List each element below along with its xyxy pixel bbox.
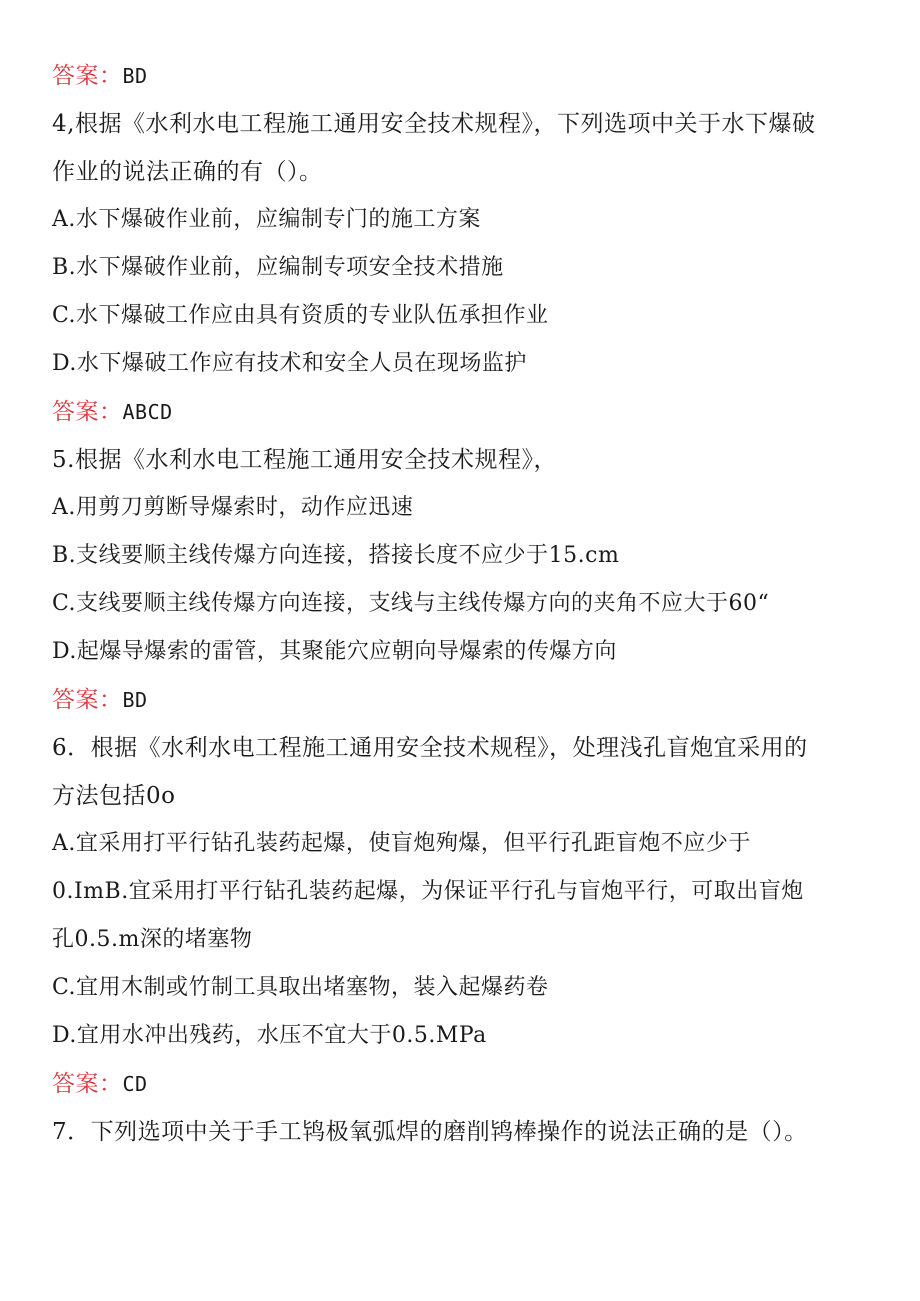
option-line: A.宜采用打平行钻孔装药起爆，使盲炮殉爆，但平行孔距盲炮不应少于 — [52, 831, 751, 856]
option-line: A.水下爆破作业前，应编制专门的施工方案 — [52, 207, 481, 232]
answer-value: ABCD — [122, 400, 173, 424]
option-line: D.水下爆破工作应有技术和安全人员在现场监护 — [52, 351, 527, 376]
option-line: 孔0.5.m深的堵塞物 — [52, 927, 253, 952]
question-line: 6．根据《水利水电工程施工通用安全技术规程》，处理浅孔盲炮宜采用的 — [52, 735, 808, 761]
answer-line — [52, 397, 890, 427]
question-line: 5.根据《水利水电工程施工通用安全技术规程》， — [52, 447, 557, 473]
option-line: C.宜用木制或竹制工具取出堵塞物，装入起爆药卷 — [52, 975, 549, 1000]
answer-label: 答案： — [52, 63, 123, 89]
answer-value: CD — [122, 1072, 148, 1096]
question-line: 7．下列选项中关于手工鸨极氧弧焊的磨削鸨棒操作的说法正确的是（）。 — [52, 1119, 808, 1145]
option-line: C.支线要顺主线传爆方向连接，支线与主线传爆方向的夹角不应大于60“ — [52, 591, 770, 616]
option-line: B.水下爆破作业前，应编制专项安全技术措施 — [52, 255, 504, 280]
option-line: A.用剪刀剪断导爆索时，动作应迅速 — [52, 495, 414, 520]
answer-value: BD — [122, 64, 148, 88]
answer-line — [52, 1069, 890, 1099]
answer-value: BD — [122, 688, 148, 712]
option-line: 0.ImB.宜采用打平行钻孔装药起爆，为保证平行孔与盲炮平行，可取出盲炮 — [52, 879, 804, 904]
answer-line — [52, 685, 890, 715]
option-line: D.起爆导爆索的雷管，其聚能穴应朝向导爆索的传爆方向 — [52, 639, 617, 664]
option-line: C.水下爆破工作应由具有资质的专业队伍承担作业 — [52, 303, 549, 328]
question-line: 4,根据《水利水电工程施工通用安全技术规程》，下列选项中关于水下爆破 — [52, 111, 816, 137]
option-line: D.宜用水冲出残药，水压不宜大于0.5.MPa — [52, 1023, 487, 1048]
answer-line — [52, 61, 890, 91]
question-line: 方法包括0o — [52, 783, 176, 809]
answer-label: 答案： — [52, 687, 123, 713]
answer-label: 答案： — [52, 1071, 123, 1097]
answer-label: 答案： — [52, 399, 123, 425]
question-line: 作业的说法正确的有（）。 — [52, 159, 323, 185]
option-line: B.支线要顺主线传爆方向连接，搭接长度不应少于15.cm — [52, 543, 620, 568]
